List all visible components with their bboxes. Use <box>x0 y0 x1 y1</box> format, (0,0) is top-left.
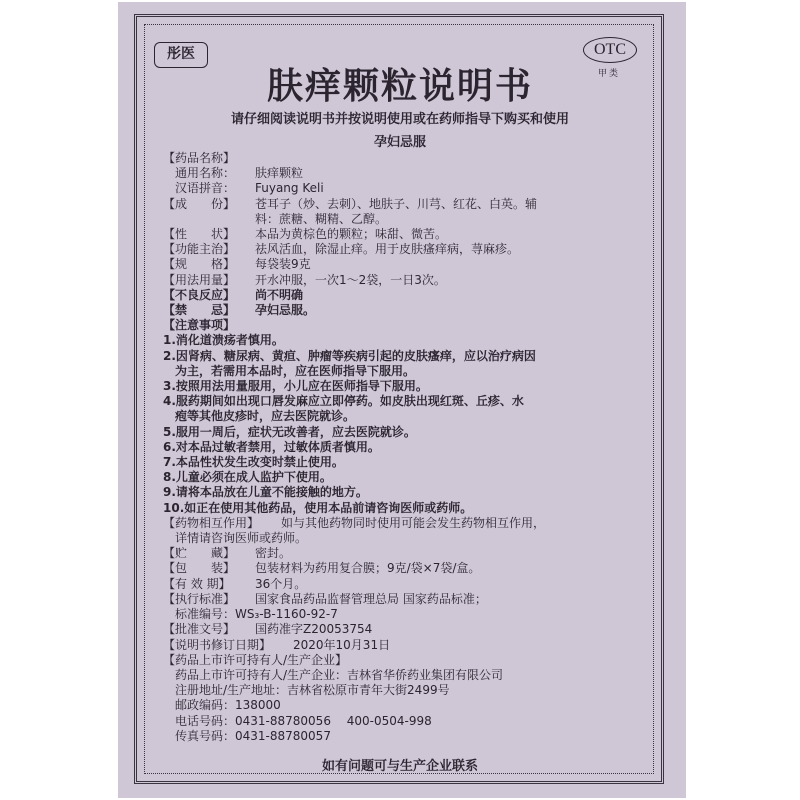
ingredients-row <box>163 197 643 212</box>
storage-row <box>163 546 643 561</box>
note-item: 9.请将本品放在儿童不能接触的地方。 <box>163 485 368 500</box>
usage-value: 开水冲服，一次1～2袋，一日3次。 <box>255 272 446 287</box>
holder-heading: 【药品上市许可持有人/生产企业】 <box>163 652 348 667</box>
ingredients-value: 苍耳子（炒、去刺）、地肤子、川芎、红花、白英。辅 <box>255 196 538 211</box>
note-item: 6.对本品过敏者禁用，过敏体质者慎用。 <box>163 439 380 454</box>
ingredients-row-2 <box>163 212 643 227</box>
interaction-value: 如与其他药物同时使用可能会发生药物相互作用， <box>281 515 546 530</box>
postcode-line: 邮政编码：138000 <box>175 698 281 713</box>
storage-label: 【贮 藏】 <box>163 546 236 561</box>
footer-contact: 如有问题可与生产企业联系 <box>321 759 478 774</box>
note-item: 4.服药期间如出现口唇发麻应立即停药。如皮肤出现红斑、丘疹、水 <box>163 394 524 409</box>
document-title: 肤痒颗粒说明书 <box>266 66 533 107</box>
otc-badge: OTC <box>583 37 637 63</box>
interaction-value-2: 详情请咨询医师或药师。 <box>175 531 308 546</box>
contra-label: 【禁 忌】 <box>163 303 236 318</box>
approval-value: 国药准字Z20053754 <box>255 622 373 637</box>
otc-class-label: 甲类 <box>598 69 621 79</box>
reading-instruction: 请仔细阅读说明书并按说明使用或在药师指导下购买和使用 <box>230 112 569 127</box>
package-value: 包装材料为药用复合膜；9克/袋×7袋/盒。 <box>255 561 481 576</box>
note-item: 8.儿童必须在成人监护下使用。 <box>163 470 332 485</box>
revision-value: 2020年10月31日 <box>293 637 391 652</box>
property-row <box>163 227 643 242</box>
generic-name-row <box>163 166 643 181</box>
adverse-row <box>163 288 643 303</box>
note-item: 5.服用一周后，症状无改善者，应去医院就诊。 <box>163 424 416 439</box>
spec-row <box>163 257 643 272</box>
pinyin-row <box>163 181 643 196</box>
revision-label: 【说明书修订日期】 <box>163 637 272 652</box>
approval-row <box>163 622 643 637</box>
holder-line: 药品上市许可持有人/生产企业：吉林省华侨药业集团有限公司 <box>175 667 504 682</box>
property-value: 本品为黄棕色的颗粒；味甜、微苦。 <box>255 227 448 242</box>
function-value: 祛风活血，除湿止痒。用于皮肤瘙痒病，荨麻疹。 <box>255 242 520 257</box>
package-label: 【包 装】 <box>163 561 236 576</box>
generic-name-value: 肤痒颗粒 <box>255 166 304 181</box>
note-item: 10.如正在使用其他药品，使用本品前请咨询医师或药师。 <box>163 500 473 515</box>
address-line: 注册地址/生产地址：吉林省松原市青年大街2499号 <box>175 683 450 698</box>
brand-logo: 彤医 <box>154 42 208 68</box>
function-label: 【功能主治】 <box>163 242 236 257</box>
ingredients-spacer <box>163 212 255 227</box>
usage-label: 【用法用量】 <box>163 272 236 287</box>
leaflet-content <box>163 151 643 744</box>
storage-value: 密封。 <box>255 546 292 561</box>
validity-row <box>163 577 643 592</box>
contra-row <box>163 303 643 318</box>
note-item: 2.因肾病、糖尿病、黄疸、肿瘤等疾病引起的皮肤瘙痒，应以治疗病因 <box>163 348 536 363</box>
notes-heading: 【注意事项】 <box>163 318 236 333</box>
ingredients-value-2: 料：蔗糖、糊精、乙醇。 <box>255 211 388 226</box>
note-item: 为主，若需用本品时，应在医师指导下服用。 <box>175 363 416 378</box>
note-item: 3.按照用法用量服用，小儿应在医师指导下服用。 <box>163 379 428 394</box>
ingredients-label: 【成 份】 <box>163 196 236 211</box>
package-row <box>163 561 643 576</box>
adverse-value: 尚不明确 <box>255 287 304 302</box>
property-label: 【性 状】 <box>163 227 236 242</box>
pinyin-label: 汉语拼音： <box>175 181 236 196</box>
generic-name-label: 通用名称： <box>175 166 236 181</box>
function-row <box>163 242 643 257</box>
fax-line: 传真号码：0431-88780057 <box>175 728 331 743</box>
standard-value: 国家食品药品监督管理总局 国家药品标准； <box>255 591 487 606</box>
note-item: 疱等其他皮疹时，应去医院就诊。 <box>175 409 356 424</box>
pinyin-value: Fuyang Keli <box>255 181 324 196</box>
validity-label: 【有 效 期】 <box>163 576 231 591</box>
standard-label: 【执行标准】 <box>163 591 236 606</box>
interaction-label: 【药物相互作用】 <box>163 515 260 530</box>
approval-label: 【批准文号】 <box>163 622 236 637</box>
validity-value: 36个月。 <box>255 576 307 591</box>
note-item: 7.本品性状发生改变时禁止使用。 <box>163 455 344 470</box>
phone-line: 电话号码：0431-88780056 400-0504-998 <box>175 713 432 728</box>
adverse-label: 【不良反应】 <box>163 287 236 302</box>
usage-row <box>163 273 643 288</box>
contra-value: 孕妇忌服。 <box>255 303 316 318</box>
revision-row <box>163 638 643 653</box>
interaction-row <box>163 516 643 531</box>
note-item: 1.消化道溃疡者慎用。 <box>163 333 284 348</box>
pregnancy-warning: 孕妇忌服 <box>373 135 426 150</box>
standard-row <box>163 592 643 607</box>
spec-label: 【规 格】 <box>163 257 236 272</box>
standard-number: 标准编号：WS₃-B-1160-92-7 <box>175 607 338 622</box>
spec-value: 每袋装9克 <box>255 257 311 272</box>
drug-name-heading: 【药品名称】 <box>163 151 236 165</box>
